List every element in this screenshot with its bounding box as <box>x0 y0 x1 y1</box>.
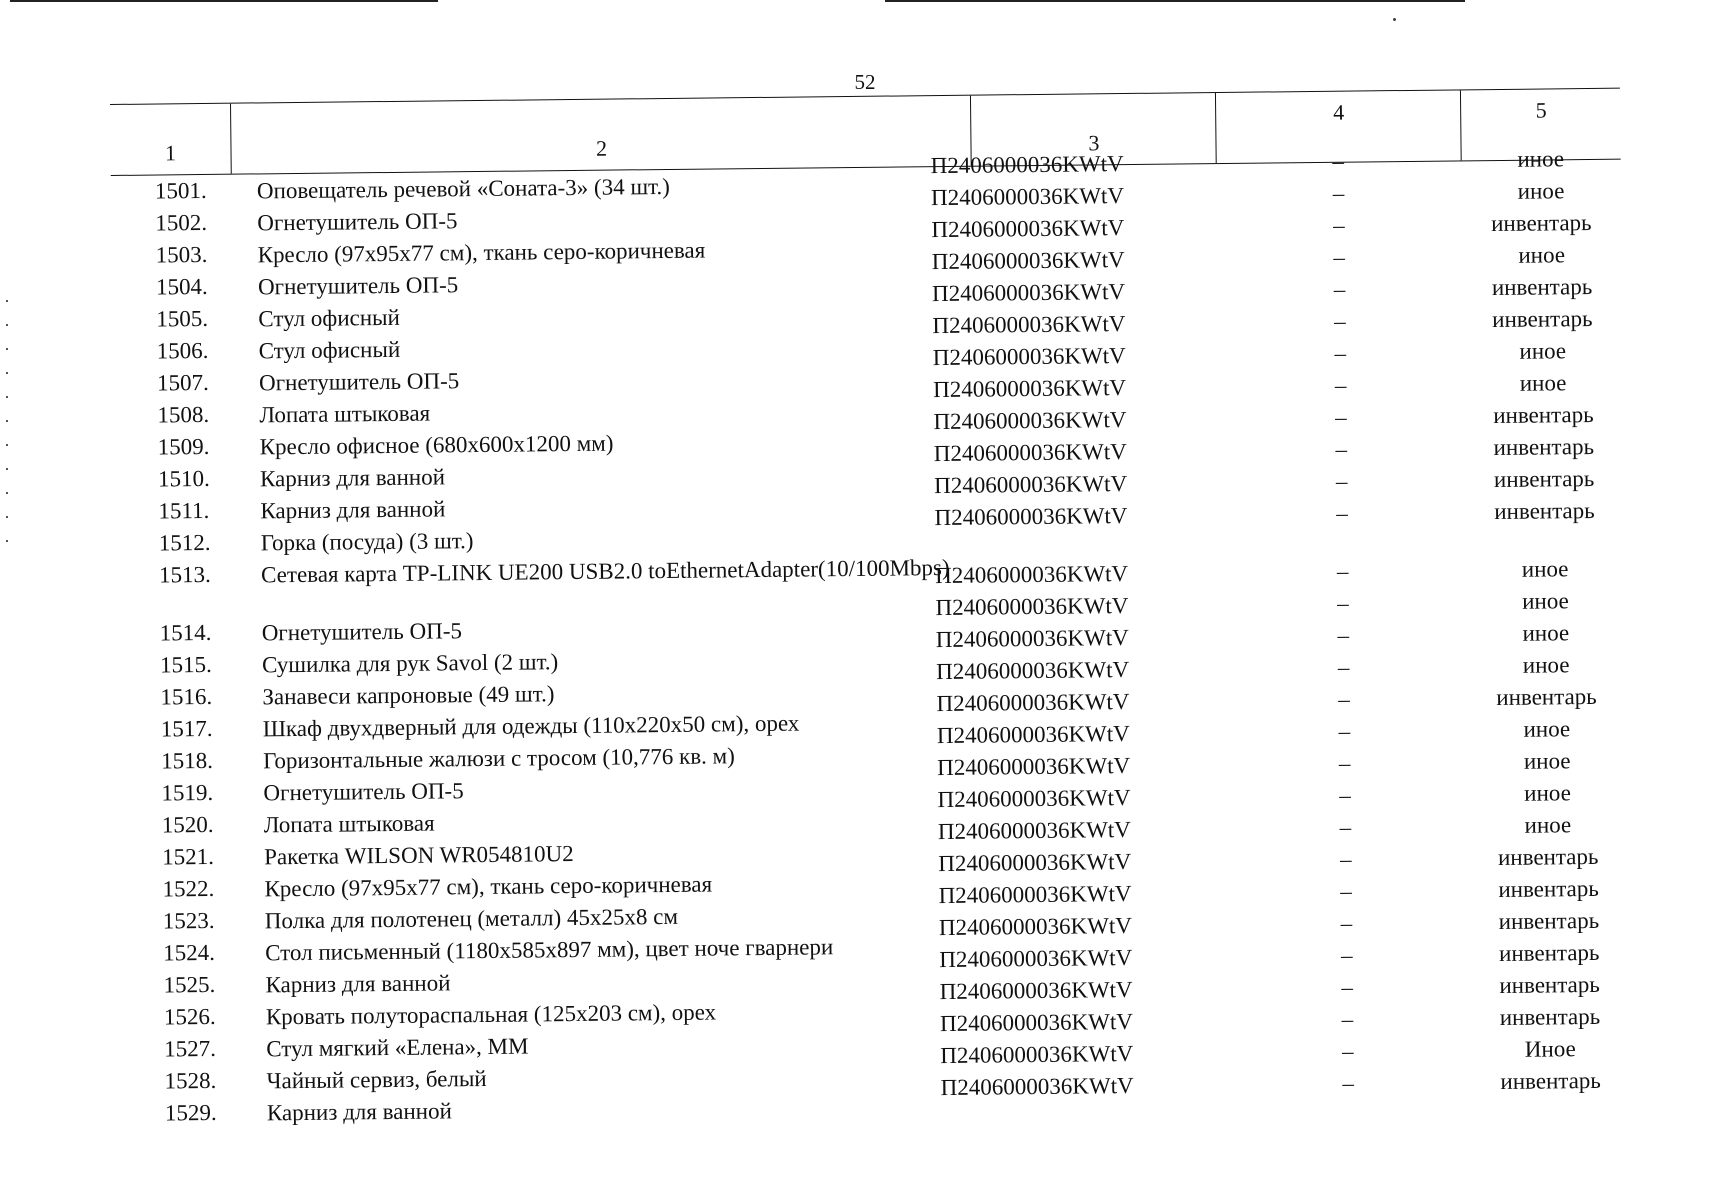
item-code: П2406000036KWtV <box>938 912 1133 941</box>
item-kind: Иное <box>1524 1036 1576 1062</box>
item-kind: инвентарь <box>1499 971 1600 999</box>
item-code: П2406000036KWtV <box>936 657 1130 685</box>
row-number: 1518. <box>160 747 213 774</box>
item-name: Стол письменный (1180х585х897 мм), цвет ноче гварнери <box>265 934 834 966</box>
item-kind: инвентарь <box>1498 875 1599 903</box>
item-mark: – <box>1339 782 1351 808</box>
item-mark: – <box>1340 910 1353 936</box>
item-code: П2406000036KWtV <box>932 343 1126 371</box>
item-name: Лопата штыковая <box>263 810 435 838</box>
item-name: Карниз для ванной <box>260 496 446 524</box>
row-number: 1517. <box>160 715 213 742</box>
row-number: 1508. <box>157 401 210 428</box>
item-kind: инвентарь <box>1493 433 1595 461</box>
item-code: П2406000036KWtV <box>939 944 1133 973</box>
item-code: П2406000036KWtV <box>936 689 1130 717</box>
scan-edge-line <box>885 0 1465 2</box>
row-number: 1519. <box>161 779 214 806</box>
page-number: 52 <box>854 70 876 94</box>
row-number: 1503. <box>155 241 208 268</box>
item-mark: – <box>1332 180 1345 206</box>
row-number: 1521. <box>162 843 215 870</box>
item-kind: инвентарь <box>1494 497 1595 525</box>
row-number: 1504. <box>155 273 208 300</box>
item-mark: – <box>1338 750 1351 776</box>
row-number: 1516. <box>160 683 213 710</box>
item-code: П2406000036KWtV <box>932 311 1126 339</box>
item-kind: инвентарь <box>1497 843 1599 871</box>
item-code: П2406000036KWtV <box>938 848 1132 877</box>
item-kind: иное <box>1522 620 1570 646</box>
item-name: Оповещатель речевой «Соната-3» (34 шт.) <box>256 173 670 204</box>
row-number: 1525. <box>163 971 216 998</box>
item-name: Сушилка для рук Savol (2 шт.) <box>261 649 559 678</box>
item-mark: – <box>1341 1006 1354 1032</box>
item-code: П2406000036KWtV <box>931 215 1125 243</box>
item-kind: иное <box>1517 178 1565 204</box>
row-number: 1529. <box>164 1099 217 1126</box>
item-name: Огнетушитель ОП-5 <box>263 778 464 806</box>
item-code: П2406000036KWtV <box>931 279 1126 307</box>
item-mark: – <box>1335 468 1348 494</box>
item-code: П2406000036KWtV <box>933 439 1127 467</box>
item-code: П2406000036KWtV <box>935 561 1129 589</box>
item-mark: – <box>1339 846 1352 872</box>
item-name: Стул офисный <box>258 304 400 332</box>
item-mark: – <box>1335 436 1348 462</box>
item-mark: – <box>1332 148 1345 174</box>
header-cell-4: 4 <box>1215 90 1462 163</box>
item-mark: – <box>1342 1070 1355 1096</box>
item-mark: – <box>1339 814 1352 840</box>
item-mark: – <box>1337 590 1349 616</box>
item-kind: инвентарь <box>1500 1067 1601 1095</box>
row-number: 1506. <box>156 337 209 364</box>
item-kind: иное <box>1517 146 1565 172</box>
item-kind: иное <box>1521 556 1569 582</box>
item-mark: – <box>1340 942 1353 968</box>
item-name: Полка для полотенец (металл) 45х25х8 см <box>264 903 679 934</box>
item-name: Горка (посуда) (3 шт.) <box>260 528 474 556</box>
item-name: Чайный сервиз, белый <box>266 1065 487 1094</box>
item-code: П2406000036KWtV <box>930 183 1125 211</box>
item-kind: инвентарь <box>1499 1003 1601 1031</box>
row-number: 1520. <box>161 811 214 838</box>
item-mark: – <box>1332 212 1345 238</box>
item-code: П2406000036KWtV <box>930 151 1124 179</box>
item-kind: инвентарь <box>1493 465 1595 493</box>
item-mark: – <box>1338 718 1351 744</box>
item-name: Ракетка WILSON WR054810U2 <box>264 841 574 870</box>
item-name: Огнетушитель ОП-5 <box>257 272 459 300</box>
scan-edge-line <box>10 0 438 2</box>
item-code: П2406000036KWtV <box>934 503 1128 531</box>
item-mark: – <box>1334 308 1346 334</box>
row-number: 1505. <box>156 305 209 332</box>
item-name: Огнетушитель ОП-5 <box>258 368 460 396</box>
item-kind: иное <box>1519 370 1567 396</box>
item-mark: – <box>1337 654 1350 680</box>
item-kind: иное <box>1523 716 1571 742</box>
item-mark: – <box>1338 686 1350 712</box>
row-number: 1522. <box>162 875 215 902</box>
item-name: Огнетушитель ОП-5 <box>257 208 458 236</box>
row-number: 1524. <box>163 939 216 966</box>
row-number: 1523. <box>162 907 215 934</box>
row-number: 1528. <box>164 1067 217 1094</box>
item-code: П2406000036KWtV <box>939 1008 1134 1037</box>
row-number: 1526. <box>163 1003 216 1030</box>
row-number: 1507. <box>156 369 209 396</box>
inventory-table <box>110 88 1631 1130</box>
scan-speck <box>1393 18 1396 21</box>
item-code: П2406000036KWtV <box>936 721 1130 749</box>
item-code: П2406000036KWtV <box>937 753 1131 781</box>
item-name: Сетевая карта TP-LINK UE200 USB2.0 toEthernetAdapter(10/100Mbps) <box>260 554 950 588</box>
item-name: Занавеси капроновые (49 шт.) <box>262 681 555 710</box>
item-kind: инвентарь <box>1496 683 1597 711</box>
item-mark: – <box>1336 500 1348 526</box>
item-kind: иное <box>1522 588 1569 614</box>
row-number: 1512. <box>158 529 211 556</box>
item-code: П2406000036KWtV <box>933 407 1127 435</box>
item-mark: – <box>1340 878 1352 904</box>
item-mark: – <box>1341 974 1354 1000</box>
item-code: П2406000036KWtV <box>937 784 1131 813</box>
item-name: Горизонтальные жалюзи с тросом (10,776 кв. м) <box>262 743 735 774</box>
item-name: Карниз для ванной <box>265 970 451 998</box>
item-name: Карниз для ванной <box>266 1098 452 1126</box>
item-name: Карниз для ванной <box>259 464 446 492</box>
item-code: П2406000036KWtV <box>935 593 1129 621</box>
item-kind: иное <box>1523 748 1571 774</box>
scan-margin-specks <box>6 300 8 560</box>
item-mark: – <box>1334 340 1347 366</box>
item-kind: инвентарь <box>1498 939 1600 967</box>
item-name: Огнетушитель ОП-5 <box>261 618 463 646</box>
item-code: П2406000036KWtV <box>934 471 1128 499</box>
item-kind: инвентарь <box>1493 401 1594 429</box>
item-code: П2406000036KWtV <box>940 1072 1134 1101</box>
item-kind: иное <box>1524 812 1572 838</box>
header-cell-2: 2 <box>230 96 972 174</box>
row-number: 1501. <box>154 177 207 204</box>
item-code: П2406000036KWtV <box>938 880 1132 909</box>
row-number: 1511. <box>158 497 210 524</box>
item-name: Стул офисный <box>258 336 401 364</box>
item-name: Кресло (97х95х77 см), ткань серо-коричневая <box>257 237 706 268</box>
item-name: Кресло (97х95х77 см), ткань серо-коричневая <box>264 871 713 902</box>
item-mark: – <box>1333 276 1346 302</box>
item-mark: – <box>1335 404 1347 430</box>
item-kind: инвентарь <box>1498 907 1600 935</box>
item-kind: инвентарь <box>1491 273 1593 301</box>
item-code: П2406000036KWtV <box>937 816 1131 845</box>
row-number: 1513. <box>158 561 211 588</box>
item-code: П2406000036KWtV <box>940 1040 1134 1069</box>
item-name: Шкаф двухдверный для одежды (110х220х50 см), орех <box>262 710 800 742</box>
row-number: 1509. <box>157 433 210 460</box>
item-code: П2406000036KWtV <box>933 375 1127 403</box>
item-code: П2406000036KWtV <box>939 976 1133 1005</box>
item-kind: инвентарь <box>1491 209 1592 237</box>
row-number: 1514. <box>159 619 212 646</box>
item-mark: – <box>1333 244 1346 270</box>
item-name: Лопата штыковая <box>259 400 431 428</box>
item-mark: – <box>1336 558 1349 584</box>
row-number: 1510. <box>157 465 210 492</box>
item-name: Стул мягкий «Елена», ММ <box>266 1033 529 1062</box>
table-body <box>111 146 1631 1130</box>
item-kind: иное <box>1524 780 1571 806</box>
row-number: 1502. <box>155 209 208 236</box>
row-number: 1527. <box>164 1035 217 1062</box>
item-kind: иное <box>1518 242 1566 268</box>
item-kind: иное <box>1519 338 1567 364</box>
row-number: 1515. <box>159 651 212 678</box>
item-kind: инвентарь <box>1492 305 1593 333</box>
item-mark: – <box>1334 372 1347 398</box>
header-cell-5: 5 <box>1460 89 1622 161</box>
item-mark: – <box>1337 622 1350 648</box>
header-cell-1: 1 <box>164 140 177 166</box>
header-cell-3: 3 <box>970 93 1217 166</box>
item-name: Кровать полутораспальная (125х203 см), орех <box>265 999 717 1030</box>
item-kind: иное <box>1522 652 1570 678</box>
item-mark: – <box>1341 1038 1354 1064</box>
item-code: П2406000036KWtV <box>935 625 1129 653</box>
item-name: Кресло офисное (680х600х1200 мм) <box>259 430 614 460</box>
item-code: П2406000036KWtV <box>931 247 1125 275</box>
